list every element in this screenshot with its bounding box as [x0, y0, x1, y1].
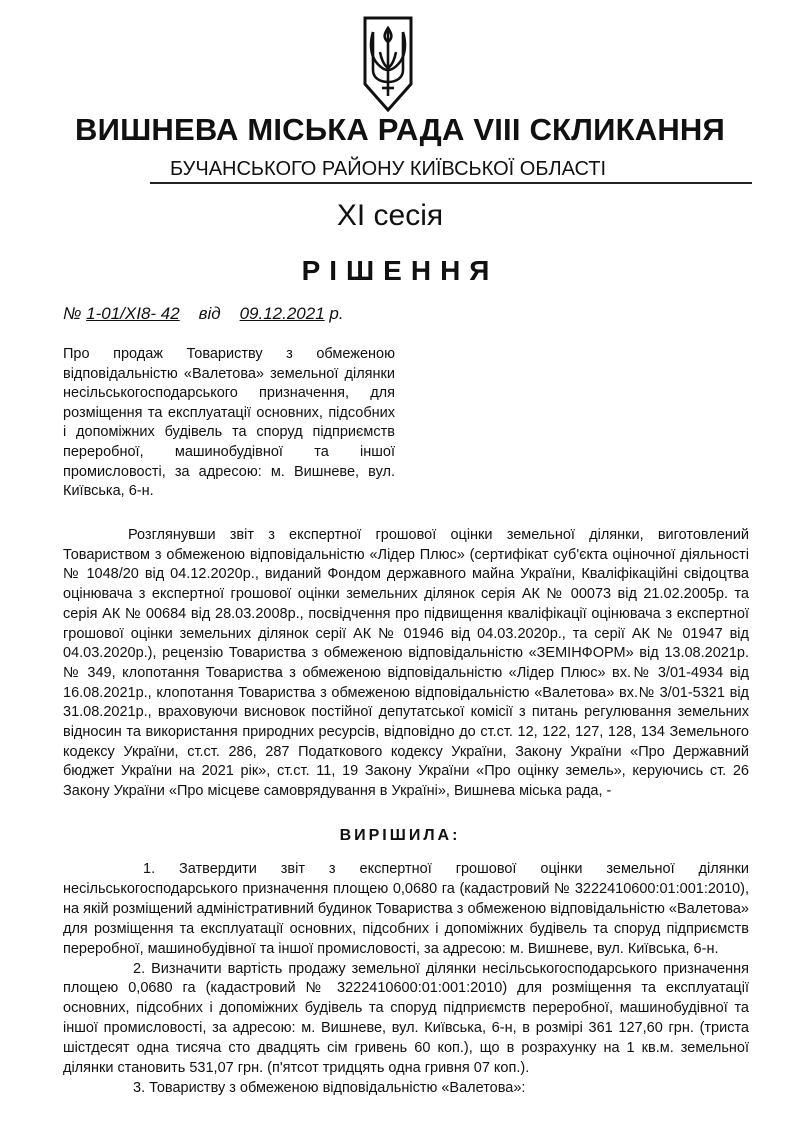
year-suffix: р.	[329, 304, 344, 323]
decision-item: 3. Товариству з обмеженою відповідальністю «Валетова»:	[133, 1079, 526, 1096]
decision-number: 1-01/XI8- 42	[86, 304, 180, 323]
decision-subject: Про продаж Товариству з обмеженою відповідальністю «Валетова» земельної ділянки несільськогосподарського призначення, для розміщення та експлуатації основних, підсобних і допоміжних будівель та споруд підприємств переробної, машинобудівної та іншої промисловості, за адресою: м. Вишневе, вул. Київська, 6-н.	[63, 346, 395, 500]
header-divider	[150, 182, 752, 184]
number-label: №	[63, 304, 82, 323]
session-title: XI сесія	[336, 199, 444, 232]
resolved-heading: ВИРІШИЛА:	[339, 827, 461, 844]
document-type-heading: РІШЕННЯ	[301, 255, 499, 286]
district-subtitle: БУЧАНСЬКОГО РАЙОНУ КИЇВСЬКОЇ ОБЛАСТІ	[170, 158, 607, 180]
trident-emblem-icon	[358, 12, 418, 114]
decision-number-line	[63, 304, 344, 324]
decision-item: 2. Визначити вартість продажу земельної ділянки несільськогосподарського призначення площею 0,0680 га (кадастровий № 3222410600:01:001:2010) для розміщення та експлуатації основних, підсобних і допоміжних будівель та споруд підприємств переробної, машинобудівної та іншої промисловості, за адресою: м. Вишневе, вул. Київська, 6-н, в розмірі 361 127,60 грн. (триста шістдесят одна тисяча сто двадцять сім гривень 60 коп.), що в розрахунку на 1 кв.м. земельної ділянки становить 531,07 грн. (п'ятсот тридцять одна гривня 07 коп.).	[63, 960, 749, 1077]
council-title: ВИШНЕВА МІСЬКА РАДА VIII СКЛИКАННЯ	[75, 112, 725, 147]
decision-items	[63, 860, 749, 1099]
preamble-paragraph: Розглянувши звіт з експертної грошової оцінки земельної ділянки, виготовлений Товариством з обмеженою відповідальністю «Лідер Плюс» (сертифікат суб'єкта оціночної діяльності № 1048/20 від 04.12.2020р., виданий Фондом державного майна України, Кваліфікаційні свідоцтва оцінювача з експертної грошової оцінки земельних ділянок серія АК № 00073 від 21.02.2005р. та серія АК № 00684 від 28.03.2008р., посвідчення про підвищення кваліфікації оцінювача з експертної грошової оцінки земельних ділянок серії АК № 01946 від 04.03.2020р., та серії АК № 01947 від 04.03.2020р.), рецензію Товариства з обмеженою відповідальністю «ЗЕМІНФОРМ» від 13.08.2021р. № 349, клопотання Товариства з обмеженою відповідальністю «Лідер Плюс» вх.№ 3/01-4934 від 16.08.2021р., клопотання Товариства з обмеженою відповідальністю «Валетова» вх.№ 3/01-5321 від 31.08.2021р., враховуючи висновок постійної депутатської комісії з питань регулювання земельних відносин та використання природних ресурсів, відповідно до ст.ст. 12, 122, 127, 128, 134 Земельного кодексу України, ст.ст. 286, 287 Податкового кодексу України, Закону України «Про Державний бюджет України на 2021 рік», ст.ст. 11, 19 Закону України «Про оцінку земель», керуючись ст. 26 Закону України «Про місцеве самоврядування в Україні», Вишнева міська рада, -	[63, 527, 749, 800]
from-label: від	[198, 304, 221, 323]
decision-item: 1. Затвердити звіт з експертної грошової оцінки земельної ділянки несільськогосподарського призначення площею 0,0680 га (кадастровий № 3222410600:01:001:2010), на якій розміщений адміністративний будинок Товариства з обмеженою відповідальністю «Валетова» для розміщення та експлуатації основних, підсобних і допоміжних будівель та споруд підприємств переробної, машинобудівної та іншої промисловості, за адресою: м. Вишневе, вул. Київська, 6-н.	[63, 861, 749, 957]
decision-date: 09.12.2021	[239, 304, 325, 323]
